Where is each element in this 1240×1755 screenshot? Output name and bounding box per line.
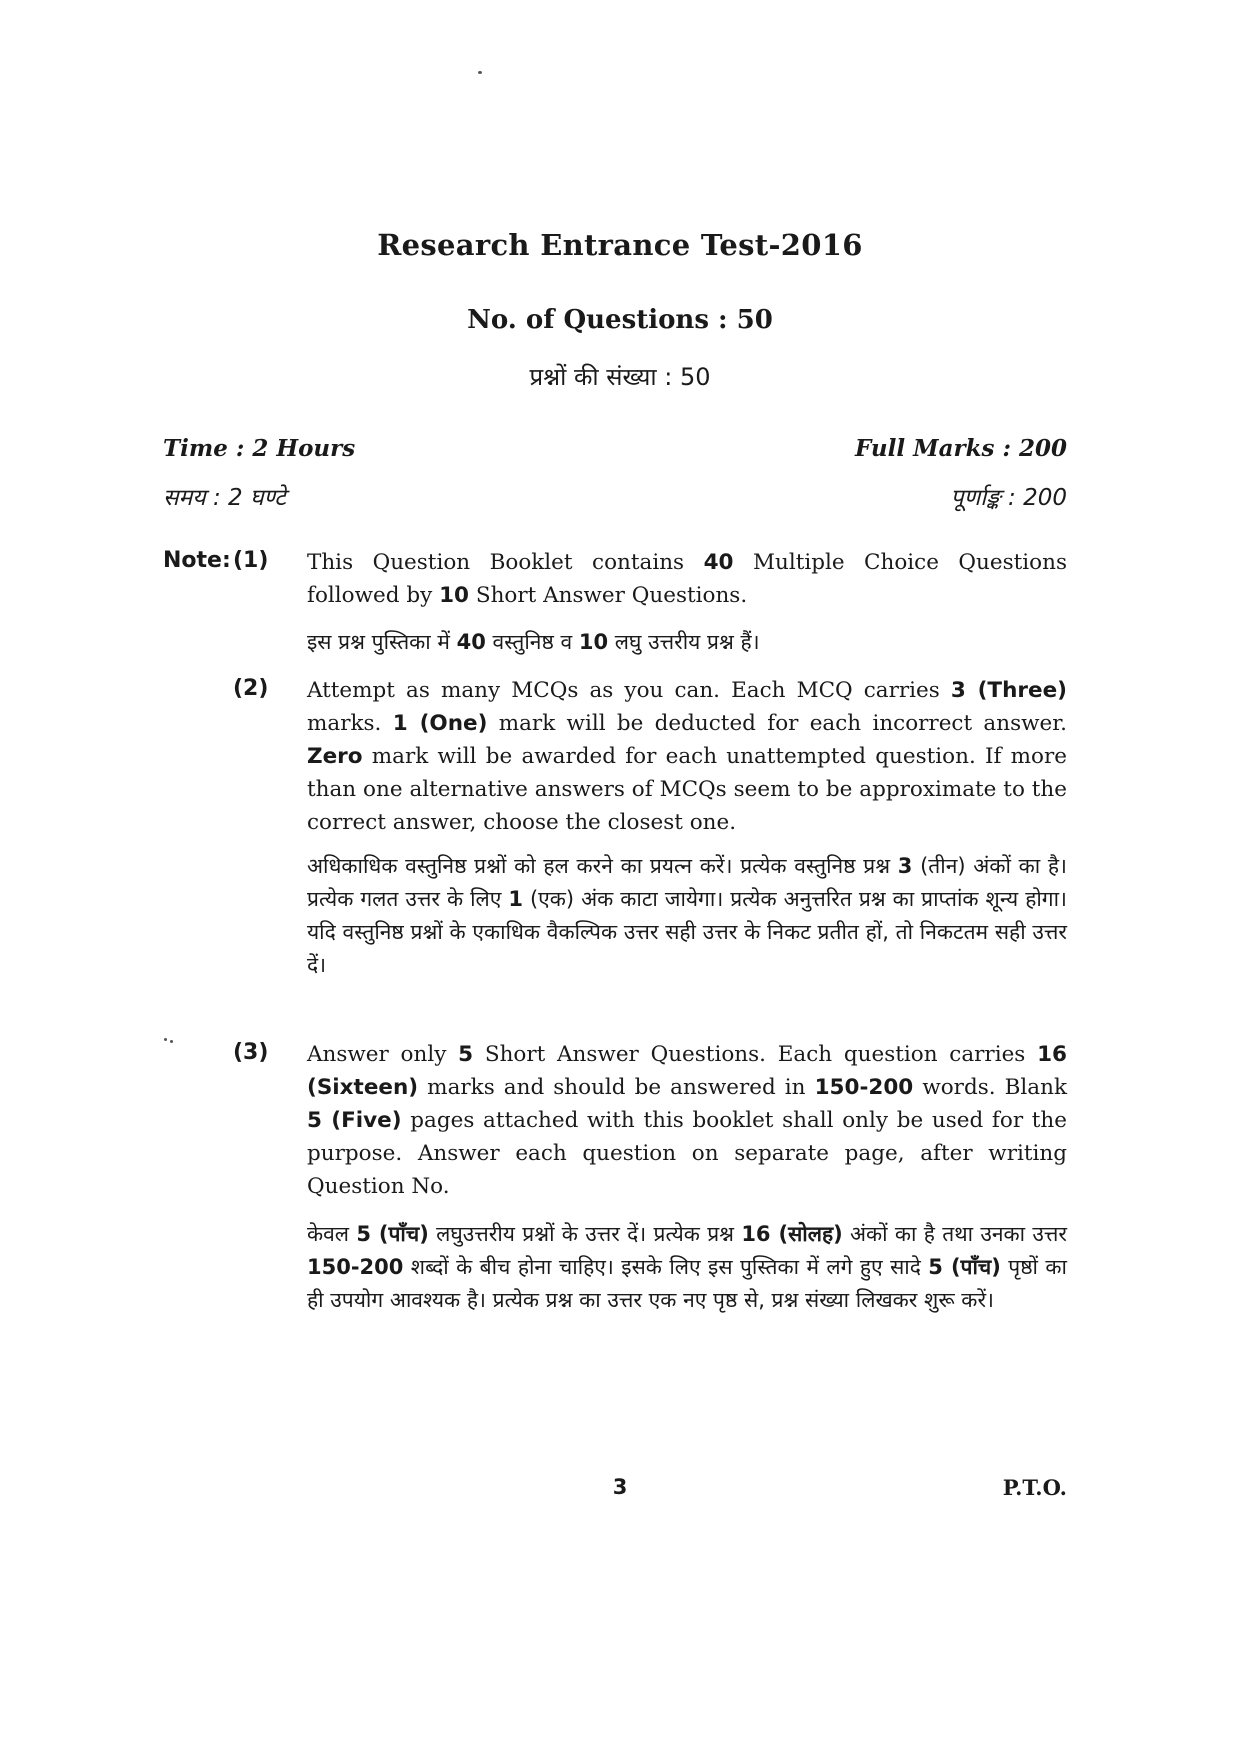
note-3-hindi: केवल 5 (पाँच) लघुउत्तरीय प्रश्नों के उत्तर दें। प्रत्येक प्रश्न 16 (सोलह) अंकों का है तथा उनका उत्तर 150-200 शब्दों के बीच होना चाहिए। इसके लिए इस पुस्तिका में लगे हुए सादे 5 (पाँच) पृष्ठों का ही उपयोग आवश्यक है। प्रत्येक प्रश्न का उत्तर एक नए पृष्ठ से, प्रश्न संख्या लिखकर शुरू करें। <box>307 1222 1067 1312</box>
note-number: (3) <box>233 1040 269 1065</box>
note-2-english: Attempt as many MCQs as you can. Each MCQ carries 3 (Three) marks. 1 (One) mark will be deducted for each incorrect answer. Zero mark will be awarded for each unattempted question. If more than one alternative answers of MCQs seem to be approximate to the correct answer, choose the closest one. <box>307 678 1067 835</box>
time-english: Time : 2 Hours <box>163 435 356 462</box>
note-1-hindi: इस प्रश्न पुस्तिका में 40 वस्तुनिष्ठ व 10 लघु उत्तरीय प्रश्न हैं। <box>307 630 760 654</box>
full-marks-english: Full Marks : 200 <box>854 435 1067 462</box>
scan-speck <box>164 1038 167 1041</box>
question-count-hindi: प्रश्नों की संख्या : 50 <box>529 363 711 391</box>
page-number: 3 <box>612 1475 628 1499</box>
pto-label: P.T.O. <box>1002 1475 1067 1500</box>
scan-speck <box>170 1040 173 1043</box>
time-hindi: समय : 2 घण्टे <box>163 485 286 511</box>
exam-title: Research Entrance Test-2016 <box>377 228 863 262</box>
note-label: Note: <box>163 548 231 573</box>
note-number: (1) <box>233 548 269 573</box>
note-number: (2) <box>233 676 269 701</box>
note-3-english: Answer only 5 Short Answer Questions. Each question carries 16 (Sixteen) marks and should be answered in 150-200 words. Blank 5 (Five) pages attached with this booklet shall only be used for the purpose. Answer each question on separate page, after writing Question No. <box>307 1042 1067 1199</box>
note-2-hindi: अधिकाधिक वस्तुनिष्ठ प्रश्नों को हल करने का प्रयत्न करें। प्रत्येक वस्तुनिष्ठ प्रश्न 3 (तीन) अंकों का है। प्रत्येक गलत उत्तर के लिए 1 (एक) अंक काटा जायेगा। प्रत्येक अनुत्तरित प्रश्न का प्राप्तांक शून्य होगा। यदि वस्तुनिष्ठ प्रश्नों के एकाधिक वैकल्पिक उत्तर सही उत्तर के निकट प्रतीत हों, तो निकटतम सही उत्तर दें। <box>307 854 1068 977</box>
scan-speck <box>478 71 482 74</box>
question-count-english: No. of Questions : 50 <box>467 305 773 335</box>
full-marks-hindi: पूर्णाङ्क : 200 <box>950 485 1067 511</box>
note-1-english: This Question Booklet contains 40 Multiple Choice Questions followed by 10 Short Answer Questions. <box>307 550 1067 608</box>
